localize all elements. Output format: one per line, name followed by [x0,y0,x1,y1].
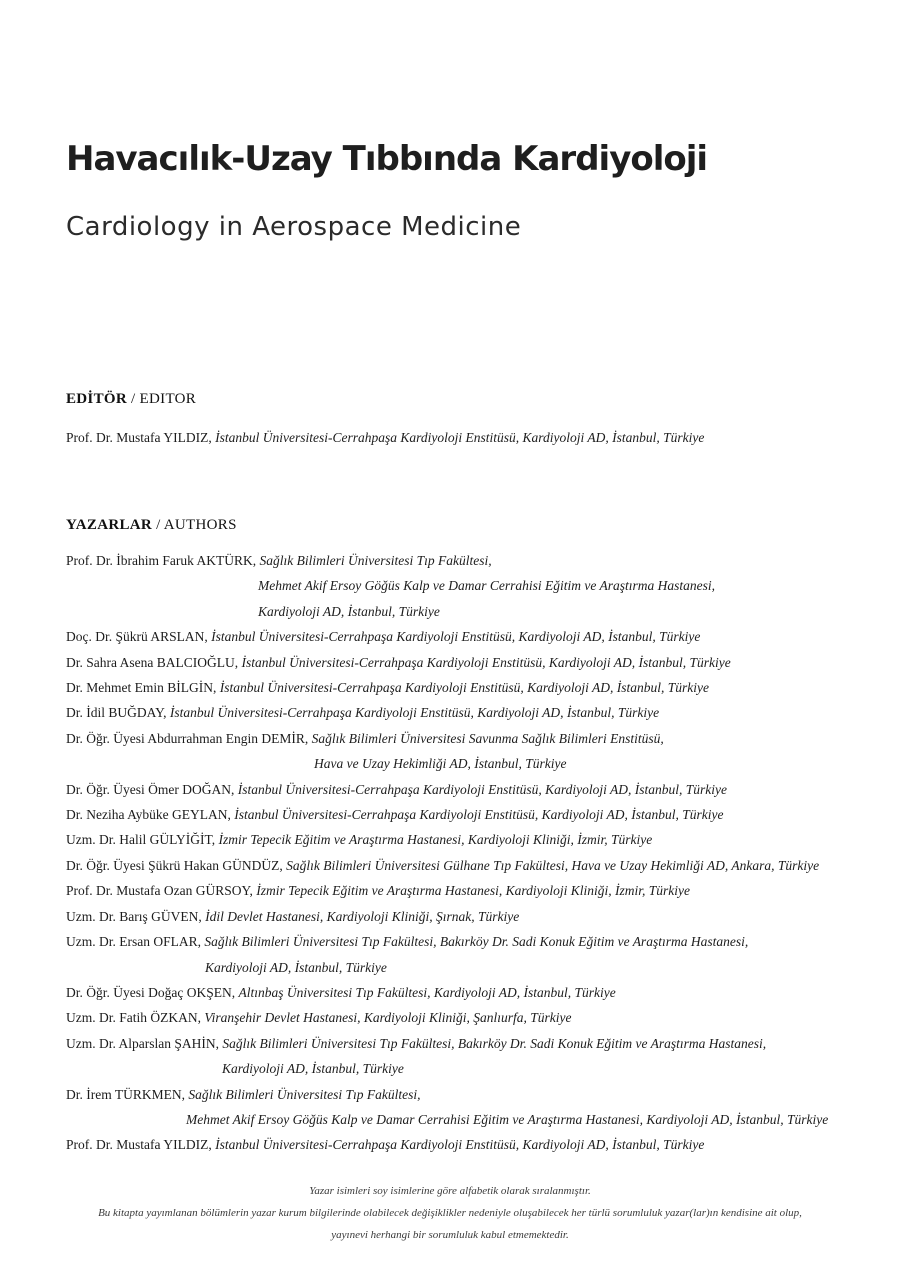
book-title-turkish: Havacılık-Uzay Tıbbında Kardiyoloji [66,139,708,179]
author-affiliation: Kardiyoloji AD, İstanbul, Türkiye [205,959,387,975]
editor-entry [66,425,860,450]
author-name: Dr. Öğr. Üyesi Şükrü Hakan GÜNDÜZ, [66,857,283,873]
author-name: Dr. Öğr. Üyesi Ömer DOĞAN, [66,781,235,797]
author-name: Uzm. Dr. Barış GÜVEN, [66,908,202,924]
author-name: Dr. Öğr. Üyesi Abdurrahman Engin DEMİR, [66,730,309,746]
authors-heading-english: / AUTHORS [152,517,237,533]
authors-list [66,548,870,1158]
author-continuation-line [66,1056,870,1081]
author-entry-line [66,1082,870,1107]
author-entry-line [66,624,870,649]
editor-section [66,391,860,450]
author-name: Dr. Neziha Aybüke GEYLAN, [66,807,231,823]
author-name: Prof. Dr. İbrahim Faruk AKTÜRK, [66,553,257,568]
author-affiliation: İstanbul Üniversitesi-Cerrahpaşa Kardiyoloji Enstitüsü, Kardiyoloji AD, İstanbul, Türkiye [219,680,709,696]
author-name: Dr. İdil BUĞDAY, [66,705,167,721]
footer-disclaimer-line: Bu kitapta yayımlanan bölümlerin yazar kurum bilgilerinde olabilecek değişiklikler nedeniyle oluşabilecek her türlü sorumluluk yazar(lar)ın kendisine ait olup, [98,1207,802,1219]
editor-affiliation: İstanbul Üniversitesi-Cerrahpaşa Kardiyoloji Enstitüsü, Kardiyoloji AD, İstanbul, Türkiye [215,430,705,445]
author-name: Uzm. Dr. Ersan OFLAR, [66,934,201,950]
author-affiliation: İstanbul Üniversitesi-Cerrahpaşa Kardiyoloji Enstitüsü, Kardiyoloji AD, İstanbul, Türkiye [215,1137,705,1153]
author-entry-line [66,853,870,878]
author-affiliation: Kardiyoloji AD, İstanbul, Türkiye [258,603,440,619]
author-affiliation: Hava ve Uzay Hekimliği AD, İstanbul, Türkiye [314,756,567,772]
editor-heading-turkish: EDİTÖR [66,391,127,407]
author-name: Dr. Mehmet Emin BİLGİN, [66,680,217,696]
author-entry-line [66,700,870,725]
footer-disclaimer-line: Yazar isimleri soy isimlerine göre alfabetik olarak sıralanmıştır. [309,1185,591,1197]
author-name: Dr. Sahra Asena BALCIOĞLU, [66,654,239,670]
author-affiliation: İstanbul Üniversitesi-Cerrahpaşa Kardiyoloji Enstitüsü, Kardiyoloji AD, İstanbul, Türkiye [234,807,724,823]
editor-heading-english: / EDITOR [126,391,197,407]
author-affiliation: Sağlık Bilimleri Üniversitesi Tıp Fakültesi, Bakırköy Dr. Sadi Konuk Eğitim ve Araştırma Hastanesi, [222,1035,767,1051]
authors-section [66,517,870,1158]
author-affiliation: Sağlık Bilimleri Üniversitesi Savunma Sağlık Bilimleri Enstitüsü, [311,730,664,746]
author-name: Uzm. Dr. Alparslan ŞAHİN, [66,1035,219,1051]
author-affiliation: Altınbaş Üniversitesi Tıp Fakültesi, Kardiyoloji AD, İstanbul, Türkiye [238,984,616,1000]
author-entry-line [66,980,870,1005]
author-affiliation: Kardiyoloji AD, İstanbul, Türkiye [222,1061,404,1077]
author-affiliation: Mehmet Akif Ersoy Göğüs Kalp ve Damar Cerrahisi Eğitim ve Araştırma Hastanesi, Kardiyoloji AD, İstanbul, Türkiye [186,1111,829,1127]
author-entry-line [66,1132,870,1157]
author-affiliation: İzmir Tepecik Eğitim ve Araştırma Hastanesi, Kardiyoloji Kliniği, İzmir, Türkiye [256,883,690,899]
author-name: Dr. İrem TÜRKMEN, [66,1086,185,1102]
author-entry-line [66,929,870,954]
author-affiliation: Sağlık Bilimleri Üniversitesi Tıp Fakültesi, Bakırköy Dr. Sadi Konuk Eğitim ve Araştırma Hastanesi, [204,934,749,950]
author-name: Dr. Öğr. Üyesi Doğaç OKŞEN, [66,984,236,1000]
author-entry-line [66,548,870,573]
author-affiliation: Sağlık Bilimleri Üniversitesi Tıp Fakültesi, [259,553,492,568]
author-continuation-line [66,599,870,624]
editor-name: Prof. Dr. Mustafa YILDIZ, [66,430,212,445]
title-block [66,140,860,243]
author-entry-line [66,777,870,802]
author-affiliation: İdil Devlet Hastanesi, Kardiyoloji Kliniği, Şırnak, Türkiye [205,908,520,924]
author-continuation-line [66,1107,870,1132]
author-entry-line [66,1031,870,1056]
author-affiliation: İzmir Tepecik Eğitim ve Araştırma Hastanesi, Kardiyoloji Kliniği, İzmir, Türkiye [218,832,653,848]
author-affiliation: Mehmet Akif Ersoy Göğüs Kalp ve Damar Cerrahisi Eğitim ve Araştırma Hastanesi, [258,578,715,594]
author-affiliation: İstanbul Üniversitesi-Cerrahpaşa Kardiyoloji Enstitüsü, Kardiyoloji AD, İstanbul, Türkiye [211,629,701,645]
author-affiliation: Sağlık Bilimleri Üniversitesi Gülhane Tıp Fakültesi, Hava ve Uzay Hekimliği AD, Ankara, Türkiye [286,857,820,873]
footer-disclaimer-line: yayınevi herhangi bir sorumluluk kabul etmemektedir. [331,1229,569,1241]
author-entry-line [66,1005,870,1030]
author-name: Prof. Dr. Mustafa YILDIZ, [66,1137,212,1153]
author-affiliation: Viranşehir Devlet Hastanesi, Kardiyoloji Kliniği, Şanlıurfa, Türkiye [204,1010,572,1026]
author-entry-line [66,827,870,852]
author-name: Uzm. Dr. Fatih ÖZKAN, [66,1010,201,1026]
author-continuation-line [66,573,870,598]
author-name: Doç. Dr. Şükrü ARSLAN, [66,629,208,645]
footer-notes [0,1180,900,1246]
author-entry-line [66,726,870,751]
author-affiliation: İstanbul Üniversitesi-Cerrahpaşa Kardiyoloji Enstitüsü, Kardiyoloji AD, İstanbul, Türkiye [169,705,660,721]
author-continuation-line [66,751,870,776]
author-affiliation: Sağlık Bilimleri Üniversitesi Tıp Fakültesi, [188,1086,421,1102]
editor-heading [66,391,860,408]
author-entry-line [66,904,870,929]
author-entry-line [66,802,870,827]
author-entry-line [66,650,870,675]
author-affiliation: İstanbul Üniversitesi-Cerrahpaşa Kardiyoloji Enstitüsü, Kardiyoloji AD, İstanbul, Türkiye [237,781,727,797]
author-name: Prof. Dr. Mustafa Ozan GÜRSOY, [66,883,253,899]
author-name: Uzm. Dr. Halil GÜLYİĞİT, [66,832,216,848]
authors-heading-turkish: YAZARLAR [66,517,153,533]
book-title-english: Cardiology in Aerospace Medicine [66,212,522,243]
author-affiliation: İstanbul Üniversitesi-Cerrahpaşa Kardiyoloji Enstitüsü, Kardiyoloji AD, İstanbul, Türkiye [241,654,731,670]
author-continuation-line [66,955,870,980]
author-entry-line [66,675,870,700]
author-entry-line [66,878,870,903]
authors-heading [66,517,870,534]
